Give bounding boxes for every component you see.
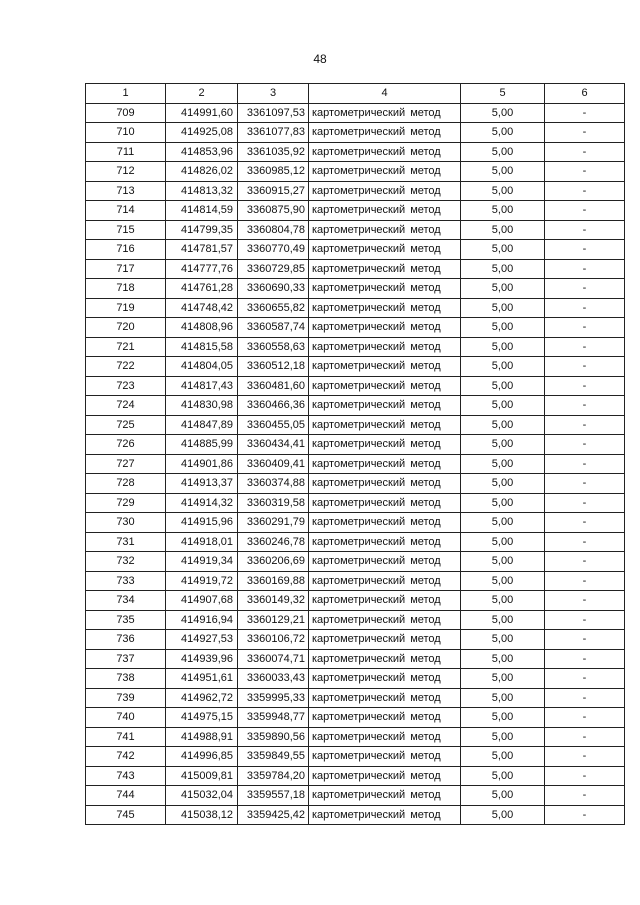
table-row <box>86 630 625 650</box>
x-coordinate-cell: 414777,76 <box>166 259 238 279</box>
x-coordinate-cell: 414847,89 <box>166 415 238 435</box>
x-coordinate-cell: 414804,05 <box>166 357 238 377</box>
point-number-cell: 710 <box>86 123 166 143</box>
y-coordinate-cell: 3360319,58 <box>238 493 309 513</box>
note-cell: - <box>545 298 625 318</box>
table-row <box>86 435 625 455</box>
note-cell: - <box>545 708 625 728</box>
table-row <box>86 552 625 572</box>
accuracy-cell: 5,00 <box>461 181 545 201</box>
point-number-cell: 721 <box>86 337 166 357</box>
accuracy-cell: 5,00 <box>461 435 545 455</box>
method-cell: картометрический метод <box>309 610 461 630</box>
x-coordinate-cell: 414799,35 <box>166 220 238 240</box>
note-cell: - <box>545 435 625 455</box>
y-coordinate-cell: 3359784,20 <box>238 766 309 786</box>
point-number-cell: 719 <box>86 298 166 318</box>
point-number-cell: 728 <box>86 474 166 494</box>
note-cell: - <box>545 513 625 533</box>
note-cell: - <box>545 318 625 338</box>
x-coordinate-cell: 414975,15 <box>166 708 238 728</box>
x-coordinate-cell: 415032,04 <box>166 786 238 806</box>
point-number-cell: 713 <box>86 181 166 201</box>
y-coordinate-cell: 3359995,33 <box>238 688 309 708</box>
method-cell: картометрический метод <box>309 259 461 279</box>
table-row <box>86 181 625 201</box>
method-cell: картометрический метод <box>309 571 461 591</box>
table-row <box>86 610 625 630</box>
y-coordinate-cell: 3359425,42 <box>238 805 309 825</box>
x-coordinate-cell: 414748,42 <box>166 298 238 318</box>
y-coordinate-cell: 3360374,88 <box>238 474 309 494</box>
x-coordinate-cell: 414927,53 <box>166 630 238 650</box>
method-cell: картометрический метод <box>309 513 461 533</box>
note-cell: - <box>545 571 625 591</box>
note-cell: - <box>545 279 625 299</box>
x-coordinate-cell: 414996,85 <box>166 747 238 767</box>
method-cell: картометрический метод <box>309 279 461 299</box>
point-number-cell: 722 <box>86 357 166 377</box>
method-cell: картометрический метод <box>309 727 461 747</box>
point-number-cell: 744 <box>86 786 166 806</box>
point-number-cell: 723 <box>86 376 166 396</box>
method-cell: картометрический метод <box>309 103 461 123</box>
note-cell: - <box>545 805 625 825</box>
x-coordinate-cell: 414913,37 <box>166 474 238 494</box>
accuracy-cell: 5,00 <box>461 240 545 260</box>
x-coordinate-cell: 414781,57 <box>166 240 238 260</box>
accuracy-cell: 5,00 <box>461 766 545 786</box>
note-cell: - <box>545 649 625 669</box>
x-coordinate-cell: 415038,12 <box>166 805 238 825</box>
point-number-cell: 741 <box>86 727 166 747</box>
accuracy-cell: 5,00 <box>461 220 545 240</box>
point-number-cell: 734 <box>86 591 166 611</box>
point-number-cell: 717 <box>86 259 166 279</box>
accuracy-cell: 5,00 <box>461 532 545 552</box>
table-row <box>86 415 625 435</box>
point-number-cell: 720 <box>86 318 166 338</box>
point-number-cell: 715 <box>86 220 166 240</box>
method-cell: картометрический метод <box>309 220 461 240</box>
point-number-cell: 745 <box>86 805 166 825</box>
note-cell: - <box>545 240 625 260</box>
point-number-cell: 735 <box>86 610 166 630</box>
point-number-cell: 716 <box>86 240 166 260</box>
y-coordinate-cell: 3359948,77 <box>238 708 309 728</box>
point-number-cell: 711 <box>86 142 166 162</box>
x-coordinate-cell: 414915,96 <box>166 513 238 533</box>
point-number-cell: 731 <box>86 532 166 552</box>
table-row <box>86 747 625 767</box>
note-cell: - <box>545 688 625 708</box>
note-cell: - <box>545 610 625 630</box>
note-cell: - <box>545 727 625 747</box>
method-cell: картометрический метод <box>309 708 461 728</box>
y-coordinate-cell: 3360129,21 <box>238 610 309 630</box>
table-header-row <box>86 84 625 104</box>
note-cell: - <box>545 552 625 572</box>
note-cell: - <box>545 357 625 377</box>
table-row <box>86 727 625 747</box>
x-coordinate-cell: 414914,32 <box>166 493 238 513</box>
point-number-cell: 726 <box>86 435 166 455</box>
note-cell: - <box>545 396 625 416</box>
method-cell: картометрический метод <box>309 805 461 825</box>
y-coordinate-cell: 3360434,41 <box>238 435 309 455</box>
point-number-cell: 739 <box>86 688 166 708</box>
note-cell: - <box>545 201 625 221</box>
accuracy-cell: 5,00 <box>461 298 545 318</box>
table-row <box>86 376 625 396</box>
x-coordinate-cell: 414919,72 <box>166 571 238 591</box>
x-coordinate-cell: 414962,72 <box>166 688 238 708</box>
table-row <box>86 688 625 708</box>
table-row <box>86 669 625 689</box>
accuracy-cell: 5,00 <box>461 259 545 279</box>
y-coordinate-cell: 3360033,43 <box>238 669 309 689</box>
y-coordinate-cell: 3360169,88 <box>238 571 309 591</box>
method-cell: картометрический метод <box>309 201 461 221</box>
y-coordinate-cell: 3360558,63 <box>238 337 309 357</box>
accuracy-cell: 5,00 <box>461 357 545 377</box>
table-row <box>86 532 625 552</box>
table-row <box>86 357 625 377</box>
y-coordinate-cell: 3360655,82 <box>238 298 309 318</box>
note-cell: - <box>545 376 625 396</box>
column-header-3: 3 <box>238 84 309 104</box>
column-header-4: 4 <box>309 84 461 104</box>
table-row <box>86 279 625 299</box>
note-cell: - <box>545 337 625 357</box>
y-coordinate-cell: 3360512,18 <box>238 357 309 377</box>
accuracy-cell: 5,00 <box>461 688 545 708</box>
accuracy-cell: 5,00 <box>461 318 545 338</box>
note-cell: - <box>545 142 625 162</box>
y-coordinate-cell: 3360690,33 <box>238 279 309 299</box>
x-coordinate-cell: 414808,96 <box>166 318 238 338</box>
point-number-cell: 740 <box>86 708 166 728</box>
accuracy-cell: 5,00 <box>461 649 545 669</box>
accuracy-cell: 5,00 <box>461 513 545 533</box>
method-cell: картометрический метод <box>309 357 461 377</box>
y-coordinate-cell: 3361097,53 <box>238 103 309 123</box>
accuracy-cell: 5,00 <box>461 396 545 416</box>
x-coordinate-cell: 414907,68 <box>166 591 238 611</box>
point-number-cell: 730 <box>86 513 166 533</box>
accuracy-cell: 5,00 <box>461 571 545 591</box>
method-cell: картометрический метод <box>309 181 461 201</box>
y-coordinate-cell: 3360291,79 <box>238 513 309 533</box>
x-coordinate-cell: 414885,99 <box>166 435 238 455</box>
accuracy-cell: 5,00 <box>461 201 545 221</box>
note-cell: - <box>545 181 625 201</box>
y-coordinate-cell: 3360875,90 <box>238 201 309 221</box>
x-coordinate-cell: 414830,98 <box>166 396 238 416</box>
method-cell: картометрический метод <box>309 766 461 786</box>
method-cell: картометрический метод <box>309 493 461 513</box>
method-cell: картометрический метод <box>309 786 461 806</box>
accuracy-cell: 5,00 <box>461 337 545 357</box>
accuracy-cell: 5,00 <box>461 708 545 728</box>
table-row <box>86 708 625 728</box>
y-coordinate-cell: 3360770,49 <box>238 240 309 260</box>
y-coordinate-cell: 3360481,60 <box>238 376 309 396</box>
y-coordinate-cell: 3361077,83 <box>238 123 309 143</box>
method-cell: картометрический метод <box>309 649 461 669</box>
table-row <box>86 474 625 494</box>
note-cell: - <box>545 123 625 143</box>
accuracy-cell: 5,00 <box>461 786 545 806</box>
x-coordinate-cell: 414991,60 <box>166 103 238 123</box>
y-coordinate-cell: 3360409,41 <box>238 454 309 474</box>
note-cell: - <box>545 220 625 240</box>
accuracy-cell: 5,00 <box>461 493 545 513</box>
point-number-cell: 732 <box>86 552 166 572</box>
accuracy-cell: 5,00 <box>461 552 545 572</box>
y-coordinate-cell: 3360915,27 <box>238 181 309 201</box>
y-coordinate-cell: 3360074,71 <box>238 649 309 669</box>
note-cell: - <box>545 630 625 650</box>
accuracy-cell: 5,00 <box>461 162 545 182</box>
x-coordinate-cell: 414826,02 <box>166 162 238 182</box>
method-cell: картометрический метод <box>309 552 461 572</box>
method-cell: картометрический метод <box>309 376 461 396</box>
note-cell: - <box>545 493 625 513</box>
table-row <box>86 493 625 513</box>
table-row <box>86 240 625 260</box>
note-cell: - <box>545 532 625 552</box>
note-cell: - <box>545 454 625 474</box>
method-cell: картометрический метод <box>309 532 461 552</box>
y-coordinate-cell: 3359890,56 <box>238 727 309 747</box>
accuracy-cell: 5,00 <box>461 747 545 767</box>
point-number-cell: 742 <box>86 747 166 767</box>
point-number-cell: 724 <box>86 396 166 416</box>
table-row <box>86 571 625 591</box>
table-row <box>86 766 625 786</box>
x-coordinate-cell: 414814,59 <box>166 201 238 221</box>
point-number-cell: 729 <box>86 493 166 513</box>
point-number-cell: 743 <box>86 766 166 786</box>
table-row <box>86 337 625 357</box>
y-coordinate-cell: 3360206,69 <box>238 552 309 572</box>
x-coordinate-cell: 414817,43 <box>166 376 238 396</box>
accuracy-cell: 5,00 <box>461 376 545 396</box>
accuracy-cell: 5,00 <box>461 454 545 474</box>
note-cell: - <box>545 103 625 123</box>
method-cell: картометрический метод <box>309 435 461 455</box>
x-coordinate-cell: 414939,96 <box>166 649 238 669</box>
method-cell: картометрический метод <box>309 162 461 182</box>
table-row <box>86 220 625 240</box>
accuracy-cell: 5,00 <box>461 474 545 494</box>
point-number-cell: 736 <box>86 630 166 650</box>
note-cell: - <box>545 786 625 806</box>
point-number-cell: 718 <box>86 279 166 299</box>
note-cell: - <box>545 747 625 767</box>
y-coordinate-cell: 3359849,55 <box>238 747 309 767</box>
method-cell: картометрический метод <box>309 337 461 357</box>
method-cell: картометрический метод <box>309 415 461 435</box>
column-header-6: 6 <box>545 84 625 104</box>
table-row <box>86 786 625 806</box>
table-row <box>86 649 625 669</box>
point-number-cell: 709 <box>86 103 166 123</box>
table-row <box>86 259 625 279</box>
y-coordinate-cell: 3360587,74 <box>238 318 309 338</box>
y-coordinate-cell: 3360149,32 <box>238 591 309 611</box>
x-coordinate-cell: 414951,61 <box>166 669 238 689</box>
y-coordinate-cell: 3360466,36 <box>238 396 309 416</box>
method-cell: картометрический метод <box>309 669 461 689</box>
table-row <box>86 162 625 182</box>
x-coordinate-cell: 415009,81 <box>166 766 238 786</box>
accuracy-cell: 5,00 <box>461 591 545 611</box>
method-cell: картометрический метод <box>309 474 461 494</box>
accuracy-cell: 5,00 <box>461 142 545 162</box>
y-coordinate-cell: 3360455,05 <box>238 415 309 435</box>
x-coordinate-cell: 414988,91 <box>166 727 238 747</box>
accuracy-cell: 5,00 <box>461 123 545 143</box>
x-coordinate-cell: 414853,96 <box>166 142 238 162</box>
y-coordinate-cell: 3360804,78 <box>238 220 309 240</box>
y-coordinate-cell: 3359557,18 <box>238 786 309 806</box>
point-number-cell: 725 <box>86 415 166 435</box>
table-row <box>86 318 625 338</box>
note-cell: - <box>545 669 625 689</box>
x-coordinate-cell: 414813,32 <box>166 181 238 201</box>
table-row <box>86 142 625 162</box>
y-coordinate-cell: 3360106,72 <box>238 630 309 650</box>
method-cell: картометрический метод <box>309 591 461 611</box>
method-cell: картометрический метод <box>309 240 461 260</box>
x-coordinate-cell: 414815,58 <box>166 337 238 357</box>
y-coordinate-cell: 3360246,78 <box>238 532 309 552</box>
point-number-cell: 738 <box>86 669 166 689</box>
note-cell: - <box>545 591 625 611</box>
x-coordinate-cell: 414901,86 <box>166 454 238 474</box>
x-coordinate-cell: 414925,08 <box>166 123 238 143</box>
accuracy-cell: 5,00 <box>461 805 545 825</box>
method-cell: картометрический метод <box>309 123 461 143</box>
table-row <box>86 123 625 143</box>
point-number-cell: 733 <box>86 571 166 591</box>
table-row <box>86 103 625 123</box>
table-row <box>86 591 625 611</box>
y-coordinate-cell: 3361035,92 <box>238 142 309 162</box>
table-row <box>86 201 625 221</box>
x-coordinate-cell: 414919,34 <box>166 552 238 572</box>
method-cell: картометрический метод <box>309 396 461 416</box>
accuracy-cell: 5,00 <box>461 279 545 299</box>
x-coordinate-cell: 414761,28 <box>166 279 238 299</box>
accuracy-cell: 5,00 <box>461 630 545 650</box>
accuracy-cell: 5,00 <box>461 669 545 689</box>
point-number-cell: 727 <box>86 454 166 474</box>
method-cell: картометрический метод <box>309 747 461 767</box>
table-body <box>86 103 625 825</box>
method-cell: картометрический метод <box>309 630 461 650</box>
method-cell: картометрический метод <box>309 318 461 338</box>
note-cell: - <box>545 766 625 786</box>
table-row <box>86 396 625 416</box>
point-number-cell: 712 <box>86 162 166 182</box>
table-row <box>86 805 625 825</box>
table-row <box>86 454 625 474</box>
column-header-2: 2 <box>166 84 238 104</box>
note-cell: - <box>545 415 625 435</box>
x-coordinate-cell: 414918,01 <box>166 532 238 552</box>
table-row <box>86 298 625 318</box>
point-number-cell: 737 <box>86 649 166 669</box>
x-coordinate-cell: 414916,94 <box>166 610 238 630</box>
method-cell: картометрический метод <box>309 142 461 162</box>
y-coordinate-cell: 3360729,85 <box>238 259 309 279</box>
column-header-5: 5 <box>461 84 545 104</box>
accuracy-cell: 5,00 <box>461 415 545 435</box>
coordinates-table <box>85 83 625 825</box>
note-cell: - <box>545 162 625 182</box>
method-cell: картометрический метод <box>309 688 461 708</box>
method-cell: картометрический метод <box>309 454 461 474</box>
column-header-1: 1 <box>86 84 166 104</box>
table-row <box>86 513 625 533</box>
point-number-cell: 714 <box>86 201 166 221</box>
method-cell: картометрический метод <box>309 298 461 318</box>
accuracy-cell: 5,00 <box>461 610 545 630</box>
y-coordinate-cell: 3360985,12 <box>238 162 309 182</box>
page-number: 48 <box>313 52 327 66</box>
accuracy-cell: 5,00 <box>461 727 545 747</box>
accuracy-cell: 5,00 <box>461 103 545 123</box>
note-cell: - <box>545 259 625 279</box>
note-cell: - <box>545 474 625 494</box>
